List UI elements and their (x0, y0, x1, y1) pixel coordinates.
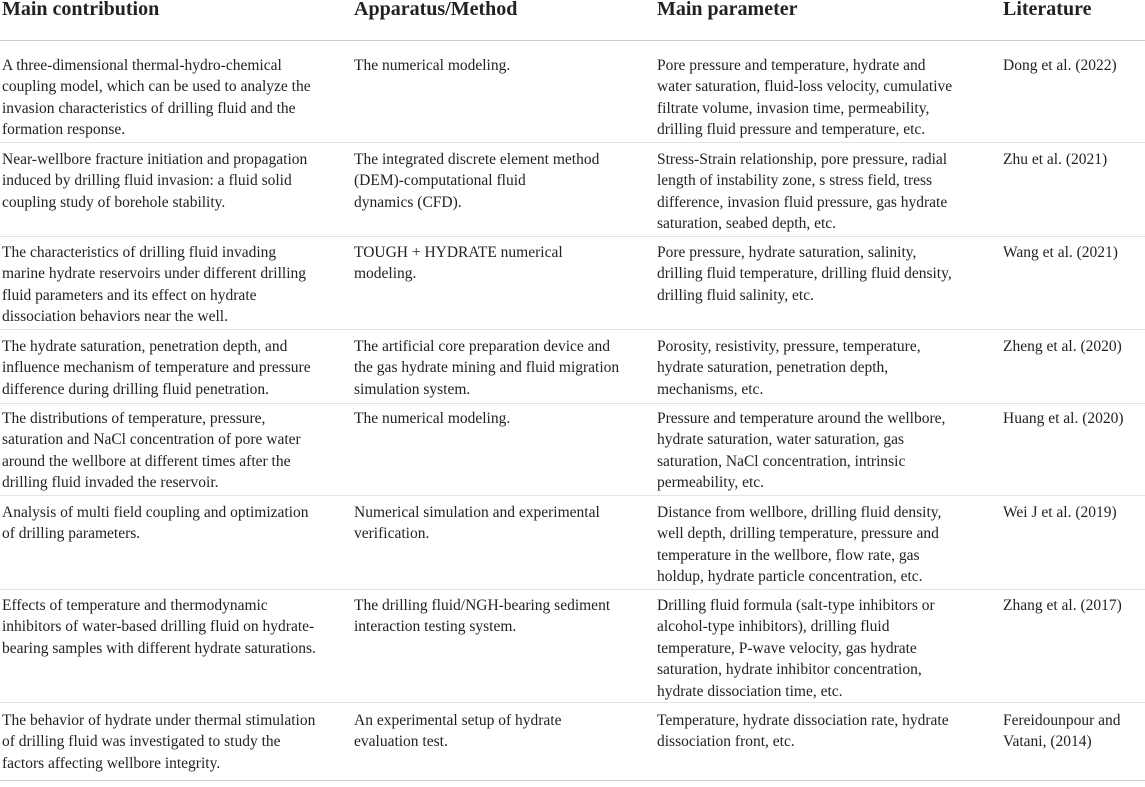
cell-method: Numerical simulation and experimental verification. (354, 504, 600, 543)
cell-contribution: Near-wellbore fracture initiation and propagation induced by drilling fluid invasion: a fluid solid coupling study of borehole stability. (2, 151, 308, 211)
cell-contribution: The behavior of hydrate under thermal stimulation of drilling fluid was investigated to study the factors affecting wellbore integrity. (2, 712, 316, 772)
table-row (0, 141, 1145, 237)
cell-parameter: Porosity, resistivity, pressure, temperature, hydrate saturation, penetration depth, mechanisms, etc. (657, 338, 921, 398)
header-literature: Literature (1003, 0, 1092, 20)
table-row (0, 328, 1145, 404)
cell-contribution: The hydrate saturation, penetration depth, and influence mechanism of temperature and pressure difference during drilling fluid penetration. (2, 338, 311, 398)
cell-literature: Zheng et al. (2020) (1003, 338, 1122, 355)
table-row (0, 702, 1145, 780)
header-apparatus-method: Apparatus/Method (354, 0, 518, 20)
cell-parameter: Pressure and temperature around the wellbore, hydrate saturation, water saturation, gas saturation, NaCl concentration, intrinsic permeability, etc. (657, 410, 946, 492)
cell-literature: Zhang et al. (2017) (1003, 597, 1122, 614)
cell-parameter: Pore pressure, hydrate saturation, salinity, drilling fluid temperature, drilling fluid density, drilling fluid salinity, etc. (657, 244, 952, 304)
cell-parameter: Pore pressure and temperature, hydrate and water saturation, fluid-loss velocity, cumulative filtrate volume, invasion time, permeability, drilling fluid pressure and temperature, etc. (657, 57, 953, 139)
cell-method: The numerical modeling. (354, 57, 511, 74)
cell-contribution: Effects of temperature and thermodynamic inhibitors of water-based drilling fluid on hydrate- bearing samples with different hydrate saturations. (2, 597, 316, 657)
cell-literature: Wang et al. (2021) (1003, 244, 1118, 261)
cell-literature: Huang et al. (2020) (1003, 410, 1124, 427)
table-row (0, 47, 1145, 143)
cell-method: TOUGH + HYDRATE numerical modeling. (354, 244, 563, 283)
table-row (0, 234, 1145, 330)
cell-method: An experimental setup of hydrate evaluation test. (354, 712, 562, 751)
cell-method: The drilling fluid/NGH-bearing sediment interaction testing system. (354, 597, 611, 636)
cell-literature: Zhu et al. (2021) (1003, 151, 1108, 168)
cell-parameter: Stress-Strain relationship, pore pressure, radial length of instability zone, s stress field, tress difference, invasion fluid pressure, gas hydrate saturation, seabed depth, etc. (657, 151, 948, 233)
cell-literature: Fereidounpour and Vatani, (2014) (1003, 712, 1121, 751)
cell-contribution: A three-dimensional thermal-hydro-chemical coupling model, which can be used to analyze the invasion characteristics of drilling fluid and the formation response. (2, 57, 311, 139)
cell-literature: Wei J et al. (2019) (1003, 504, 1117, 521)
table-header (0, 0, 1145, 41)
table-row (0, 587, 1145, 703)
table-row (0, 400, 1145, 496)
cell-parameter: Distance from wellbore, drilling fluid density, well depth, drilling temperature, pressure and temperature in the wellbore, flow rate, gas holdup, hydrate particle concentration, etc. (657, 504, 942, 586)
table-bottom-rule (0, 780, 1145, 781)
header-main-parameter: Main parameter (657, 0, 798, 20)
cell-contribution: The distributions of temperature, pressure, saturation and NaCl concentration of pore water around the wellbore at different times after the drilling fluid invaded the reservoir. (2, 410, 301, 492)
cell-method: The integrated discrete element method (DEM)-computational fluid dynamics (CFD). (354, 151, 600, 211)
cell-parameter: Temperature, hydrate dissociation rate, hydrate dissociation front, etc. (657, 712, 949, 751)
cell-contribution: Analysis of multi field coupling and optimization of drilling parameters. (2, 504, 309, 543)
cell-parameter: Drilling fluid formula (salt-type inhibitors or alcohol-type inhibitors), drilling fluid temperature, P-wave velocity, gas hydrate saturation, hydrate inhibitor concentration, hydrate dissociation time, etc. (657, 597, 935, 700)
header-main-contribution: Main contribution (2, 0, 160, 20)
cell-method: The numerical modeling. (354, 410, 511, 427)
table-row (0, 494, 1145, 590)
cell-method: The artificial core preparation device and the gas hydrate mining and fluid migration simulation system. (354, 338, 620, 398)
cell-literature: Dong et al. (2022) (1003, 57, 1117, 74)
cell-contribution: The characteristics of drilling fluid invading marine hydrate reservoirs under different drilling fluid parameters and its effect on hydrate dissociation behaviors near the well. (2, 244, 307, 326)
